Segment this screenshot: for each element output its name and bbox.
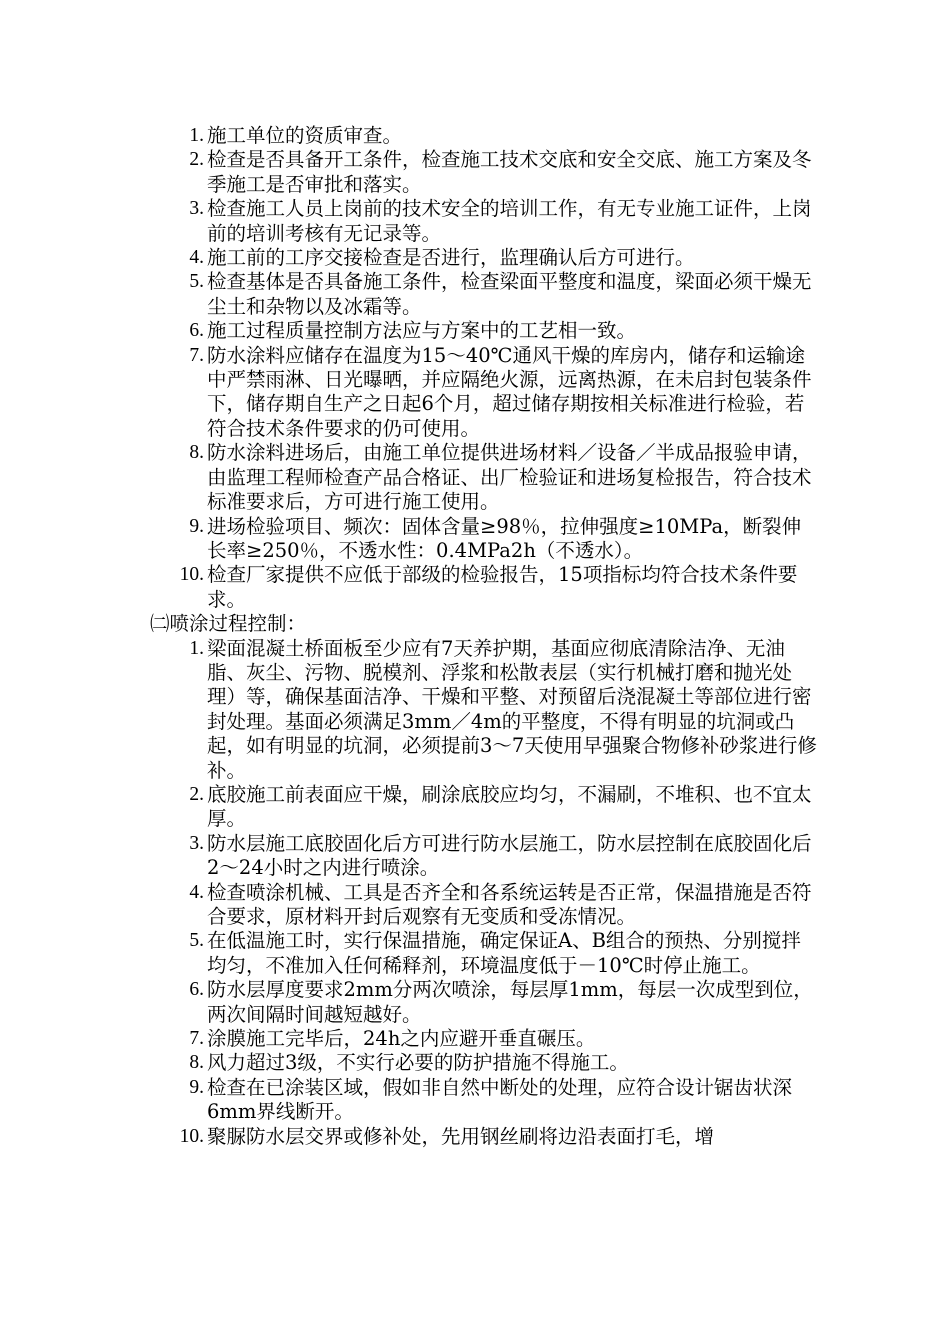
list-item-text: 防水涂料应储存在温度为15～40℃通风干燥的库房内，储存和运输途中严禁雨淋、日光曝晒，并应隔绝火源，远离热源，在未启封包装条件下，储存期自生产之日起6个月，超过储存期按相关标准进行检验，若符合技术条件要求的仍可使用。	[207, 343, 812, 440]
list-item-number: 8.	[189, 1052, 204, 1074]
list-item	[150, 246, 820, 270]
list-item-text: 检查喷涂机械、工具是否齐全和各系统运转是否正常，保温措施是否符合要求，原材料开封后观察有无变质和受冻情况。	[207, 880, 812, 928]
list-item	[150, 929, 820, 978]
spraying-control-list	[150, 637, 820, 1150]
list-item	[150, 124, 820, 148]
list-item-number: 10.	[179, 1125, 204, 1147]
list-item-number: 9.	[189, 1076, 204, 1098]
list-item-number: 3.	[189, 198, 204, 220]
list-item-number: 5.	[189, 271, 204, 293]
list-item	[150, 319, 820, 343]
list-item-number: 2.	[189, 783, 204, 805]
list-item-text: 底胶施工前表面应干燥，刷涂底胶应均匀，不漏刷，不堆积、也不宜太厚。	[207, 782, 812, 831]
inspection-list	[150, 124, 820, 612]
list-item-text: 施工前的工序交接检查是否进行，监理确认后方可进行。	[207, 246, 695, 270]
list-item	[150, 1076, 820, 1125]
list-item-number: 1.	[189, 125, 204, 146]
list-item	[150, 1027, 820, 1051]
list-item-number: 7.	[189, 344, 204, 366]
list-item	[150, 344, 820, 442]
list-item	[150, 1125, 820, 1149]
list-item-number: 5.	[189, 930, 204, 952]
list-item-text: 风力超过3级，不实行必要的防护措施不得施工。	[207, 1051, 629, 1075]
list-item-text: 检查是否具备开工条件，检查施工技术交底和安全交底、施工方案及冬季施工是否审批和落实。	[207, 148, 812, 196]
list-item	[150, 637, 820, 783]
list-item-number: 2.	[189, 149, 204, 171]
list-item	[150, 563, 820, 612]
list-item	[150, 1051, 820, 1075]
list-item-number: 7.	[189, 1028, 204, 1050]
section-heading: ㈡喷涂过程控制：	[150, 612, 307, 636]
list-item-text: 在低温施工时，实行保温措施，确定保证A、B组合的预热、分别搅拌均匀，不准加入任何稀释剂，环境温度低于－10℃时停止施工。	[207, 929, 801, 977]
list-item	[150, 148, 820, 197]
list-item-number: 4.	[189, 247, 204, 269]
list-item-number: 1.	[189, 637, 204, 659]
list-item-text: 防水层厚度要求2mm分两次喷涂，每层厚1mm，每层一次成型到位，两次间隔时间越短越好。	[207, 978, 813, 1026]
list-item-number: 3.	[189, 832, 204, 854]
list-item-text: 防水涂料进场后，由施工单位提供进场材料／设备／半成品报验申请，由监理工程师检查产品合格证、出厂检验证和进场复检报告，符合技术标准要求后，方可进行施工使用。	[207, 441, 812, 514]
list-item-text: 防水层施工底胶固化后方可进行防水层施工，防水层控制在底胶固化后2～24小时之内进行喷涂。	[207, 831, 812, 880]
list-item	[150, 197, 820, 246]
list-item-text: 检查厂家提供不应低于部级的检验报告，15项指标均符合技术条件要求。	[207, 563, 798, 611]
list-item	[150, 978, 820, 1027]
list-item	[150, 441, 820, 514]
list-item-text: 进场检验项目、频次：固体含量≥98％，拉伸强度≥10MPa，断裂伸长率≥250％，不透水性：0.4MPa2h（不透水）。	[207, 514, 802, 562]
list-item-text: 施工过程质量控制方法应与方案中的工艺相一致。	[207, 319, 637, 343]
list-item-number: 6.	[189, 979, 204, 1001]
list-item-number: 9.	[189, 515, 204, 537]
list-item-text: 检查在已涂装区域，假如非自然中断处的处理，应符合设计锯齿状深6mm界线断开。	[207, 1075, 793, 1124]
list-item-text: 梁面混凝土桥面板至少应有7天养护期，基面应彻底清除洁净、无油脂、灰尘、污物、脱模剂、浮浆和松散表层（实行机械打磨和抛光处理）等，确保基面洁净、干燥和平整、对预留后浇混凝土等部位进行密封处理。基面必须满足3mm／4m的平整度，不得有明显的坑洞或凸起，如有明显的坑洞，必须提前3～7天使用早强聚合物修补砂浆进行修补。	[207, 636, 817, 782]
list-item-text: 检查施工人员上岗前的技术安全的培训工作，有无专业施工证件，上岗前的培训考核有无记录等。	[207, 197, 812, 245]
list-item-text: 检查基体是否具备施工条件，检查梁面平整度和温度，梁面必须干燥无尘土和杂物以及冰霜等。	[207, 270, 812, 318]
list-item	[150, 270, 820, 319]
list-item	[150, 515, 820, 564]
list-item-text: 施工单位的资质审查。	[207, 124, 403, 147]
document-body	[150, 124, 820, 1149]
list-item-text: 涂膜施工完毕后，24h之内应避开垂直碾压。	[207, 1027, 596, 1051]
list-item-number: 4.	[189, 881, 204, 903]
list-item	[150, 783, 820, 832]
list-item-number: 10.	[179, 564, 204, 586]
list-item	[150, 832, 820, 881]
list-item-number: 8.	[189, 442, 204, 464]
list-item-number: 6.	[189, 320, 204, 342]
list-item	[150, 881, 820, 930]
list-item-text: 聚脲防水层交界或修补处，先用钢丝刷将边沿表面打毛，增	[207, 1124, 715, 1148]
